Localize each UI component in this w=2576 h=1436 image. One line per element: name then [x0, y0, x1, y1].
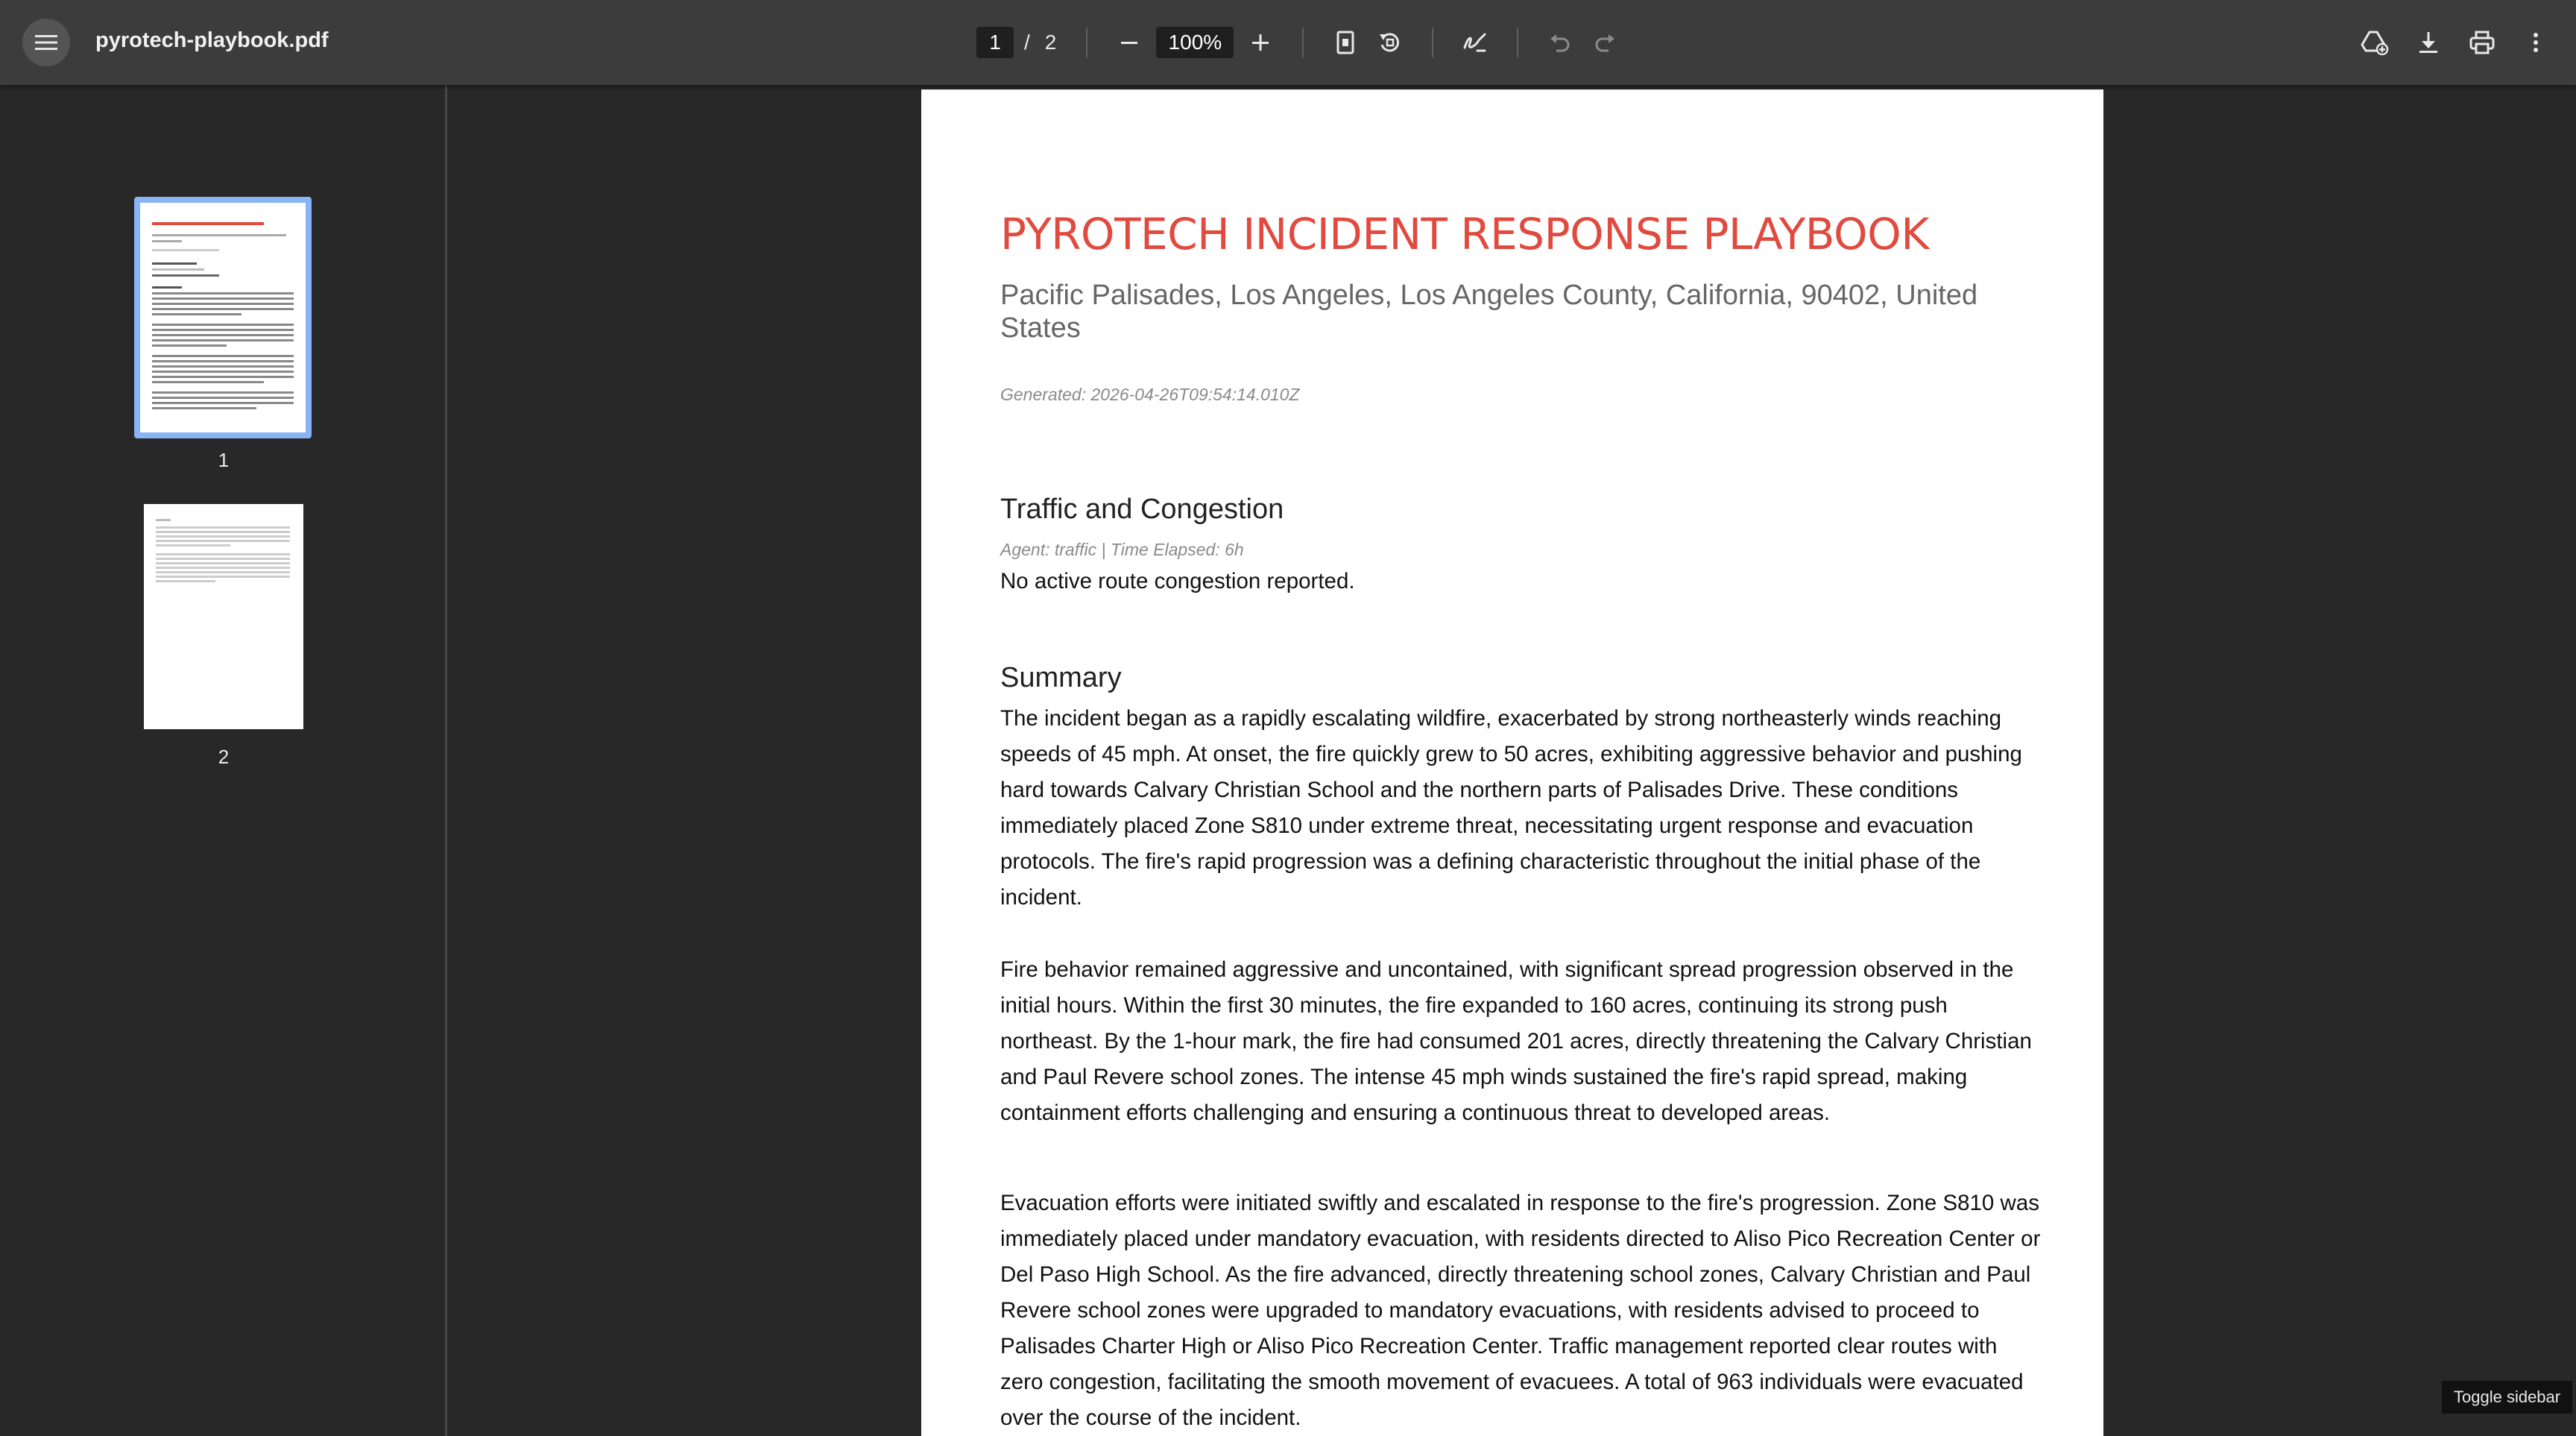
- generated-timestamp: Generated: 2026-04-26T09:54:14.010Z: [1000, 385, 1300, 404]
- pdf-page-1: [921, 89, 2103, 1436]
- file-name: pyrotech-playbook.pdf: [95, 28, 329, 52]
- document-title: PYROTECH INCIDENT RESPONSE PLAYBOOK: [1000, 209, 1929, 259]
- zoom-out-button[interactable]: [1107, 20, 1152, 65]
- zoom-input[interactable]: 100%: [1156, 27, 1234, 58]
- menu-icon: [35, 34, 57, 51]
- summary-paragraph: Fire behavior remained aggressive and uncontained, with significant spread progression observed in the initial hours. Within the first 30 minutes, the fire expanded to 160 acres, continuing its strong push northeast. By the 1-hour mark, the fire had consumed 201 acres, directly threatening the Calvary Christian and Paul Revere school zones. The intense 45 mph winds sustained the fire's rapid spread, making containment efforts challenging and ensuring a continuous threat to developed areas.: [1000, 957, 2032, 1125]
- download-button[interactable]: [2406, 20, 2451, 65]
- section-meta-traffic: Agent: traffic | Time Elapsed: 6h: [1000, 540, 1244, 559]
- more-vert-icon: [2532, 31, 2539, 54]
- fit-page-button[interactable]: [1323, 20, 1368, 65]
- section-body-traffic: No active route congestion reported.: [1000, 569, 1355, 593]
- summary-paragraph: Evacuation efforts were initiated swiftly and escalated in response to the fire's progression. Zone S810 was immediately placed under mandatory evacuation, with residents directed to Aliso Pico Recreation Center or Del Paso High School. As the fire advanced, directly threatening school zones, Calvary Christian and Paul Revere school zones were upgraded to mandatory evacuations, with residents advised to proceed to Palisades Charter High or Aliso Pico Recreation Center. Traffic management reported clear routes with zero congestion, facilitating the smooth movement of evacuees. A total of 963 individuals were evacuated over the course of the incident.: [1000, 1191, 2041, 1430]
- section-heading-traffic: Traffic and Congestion: [1000, 494, 1284, 525]
- thumbnail-label-1: 1: [218, 449, 230, 471]
- toolbar-divider: [1086, 28, 1087, 57]
- redo-icon: [1594, 33, 1616, 52]
- section-heading-summary: Summary: [1000, 662, 1122, 693]
- page-thumbnail-2[interactable]: [144, 504, 303, 729]
- rotate-button[interactable]: [1368, 20, 1412, 65]
- print-button[interactable]: [2460, 20, 2504, 65]
- toolbar-divider: [1302, 28, 1304, 57]
- redo-button[interactable]: [1582, 20, 1627, 65]
- zoom-in-button[interactable]: [1238, 20, 1283, 65]
- undo-icon: [1549, 33, 1571, 52]
- draw-icon: [1462, 31, 1488, 54]
- thumbnail-label-2: 2: [218, 746, 230, 768]
- more-options-button[interactable]: [2513, 20, 2558, 65]
- menu-button[interactable]: [22, 19, 70, 66]
- page-thumbnail-1[interactable]: [134, 197, 312, 438]
- toggle-sidebar-tooltip: Toggle sidebar: [2442, 1381, 2572, 1414]
- page-number-input[interactable]: 1: [976, 27, 1014, 58]
- thumbnail-sidebar: [0, 85, 447, 1436]
- rotate-icon: [1377, 30, 1403, 55]
- minus-icon: [1120, 33, 1139, 52]
- undo-button[interactable]: [1538, 20, 1582, 65]
- save-to-drive-button[interactable]: [2352, 20, 2397, 65]
- summary-paragraph: The incident began as a rapidly escalating wildfire, exacerbated by strong northeasterly winds reaching speeds of 45 mph. At onset, the fire quickly grew to 50 acres, exhibiting aggressive behavior and pushing hard towards Calvary Christian School and the northern parts of Palisades Drive. These conditions immediately placed Zone S810 under extreme threat, necessitating urgent response and evacuation protocols. The fire's rapid progression was a defining characteristic throughout the initial phase of the incident.: [1000, 706, 2022, 910]
- pdf-toolbar: [0, 0, 2576, 85]
- drive-add-icon: [2361, 30, 2389, 55]
- print-icon: [2469, 31, 2495, 54]
- annotate-button[interactable]: [1453, 20, 1497, 65]
- toolbar-divider: [1517, 28, 1518, 57]
- page-separator: /: [1024, 31, 1030, 54]
- document-location: Pacific Palisades, Los Angeles, Los Angeles County, California, 90402, United States: [1000, 280, 1978, 344]
- total-pages: 2: [1044, 31, 1057, 54]
- download-icon: [2417, 31, 2440, 54]
- plus-icon: [1251, 33, 1270, 52]
- fit-page-icon: [1335, 31, 1356, 54]
- toolbar-divider: [1432, 28, 1433, 57]
